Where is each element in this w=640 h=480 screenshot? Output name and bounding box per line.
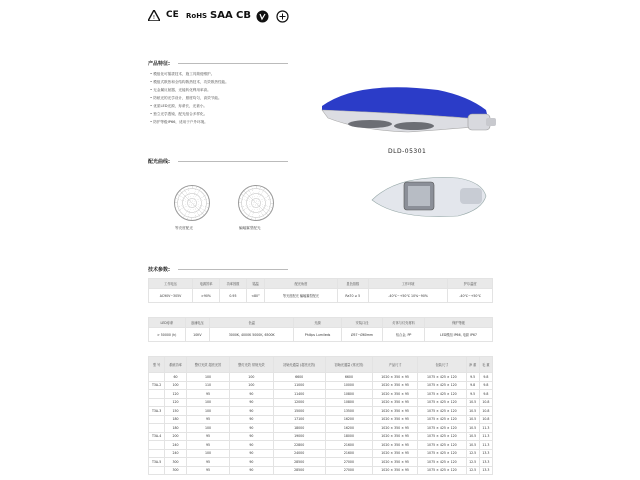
table-cell: 100 [186, 373, 229, 382]
table-cell: 13.3 [479, 458, 492, 467]
table-cell: 24000 [273, 449, 325, 458]
table-cell: Ra70 ≥ 5 [337, 289, 368, 303]
spec-table-2 [148, 317, 493, 342]
table-cell: 90 [230, 432, 273, 441]
table-cell: T3A-4 [149, 432, 165, 441]
table-cell: 95 [186, 432, 229, 441]
table-cell: 1075 × 425 × 120 [418, 415, 466, 424]
table-cell: 90 [230, 449, 273, 458]
table-cell: 1020 × 350 × 95 [373, 449, 418, 458]
features-divider [178, 63, 288, 64]
table-cell: 90 [230, 390, 273, 399]
table-cell: 12000 [273, 398, 325, 407]
table-cell: 90 [230, 466, 273, 475]
table-cell: 10.5 [466, 432, 479, 441]
product-model: DLD-05301 [388, 148, 427, 155]
col-header: 显色指数 [337, 279, 368, 289]
table-cell: 10.8 [479, 415, 492, 424]
table-cell: 13.3 [479, 449, 492, 458]
table-cell: 1075 × 425 × 120 [418, 373, 466, 382]
table-cell: 0.95 [220, 289, 247, 303]
table-cell: 120 [165, 390, 187, 399]
col-header: 保护等级 [424, 318, 492, 328]
table-row [149, 441, 493, 450]
table-cell: AC90V~305V [149, 289, 193, 303]
features-title: 产品特征: [148, 61, 170, 67]
table-cell: -40℃~+50℃ [448, 289, 493, 303]
table-cell: -40℃~+50℃ 10%~90% [368, 289, 448, 303]
col-header: 护尔温度 [448, 279, 493, 289]
table-cell: 16200 [325, 415, 372, 424]
table-cell: 95 [186, 441, 229, 450]
table-cell: 240 [165, 441, 187, 450]
street-lamp-side-image [318, 84, 498, 150]
table-cell: 240 [165, 449, 187, 458]
col-header: 净 重 [466, 357, 479, 373]
table-cell: 21600 [325, 449, 372, 458]
table-cell: 120 [165, 398, 187, 407]
col-header: 铭温 [246, 279, 264, 289]
curve-divider [178, 161, 288, 162]
feature-item: • 独立光学透镜，配光组合多样化。 [150, 112, 208, 116]
table-cell: 90 [230, 415, 273, 424]
spec-table-2-header [149, 318, 493, 328]
table-row [149, 432, 493, 441]
table-cell: 3000K, 4000K 5000K, 6500K [210, 328, 294, 342]
table-cell: 150 [165, 407, 187, 416]
table-cell [149, 415, 165, 424]
col-header: 产品尺寸 [373, 357, 418, 373]
table-cell: 95 [186, 415, 229, 424]
table-cell: 11.3 [479, 424, 492, 433]
spec-table-3-body [149, 373, 493, 475]
table-cell: 10800 [325, 398, 372, 407]
table-cell: 13.3 [479, 466, 492, 475]
table-cell [149, 466, 165, 475]
table-cell: 10.5 [466, 441, 479, 450]
table-cell [149, 441, 165, 450]
table-cell: 1020 × 350 × 95 [373, 381, 418, 390]
table-cell: 6600 [273, 373, 325, 382]
ce-mark: CE [166, 10, 179, 20]
table-cell: 13500 [325, 407, 372, 416]
curve-title: 配光曲线: [148, 159, 170, 165]
table-cell: > 50000 (h) [149, 328, 186, 342]
col-header: 安装口径 [341, 318, 382, 328]
table-cell: 10800 [325, 390, 372, 399]
table-cell: 100 [230, 381, 273, 390]
col-header: 工作环境 [368, 279, 448, 289]
table-row [149, 458, 493, 467]
table-row [149, 407, 493, 416]
table-cell [149, 424, 165, 433]
table-row [149, 381, 493, 390]
table-cell: 1020 × 350 × 95 [373, 441, 418, 450]
col-header: 毛 重 [479, 357, 492, 373]
table-cell: 21600 [325, 441, 372, 450]
table-cell: 1020 × 350 × 95 [373, 390, 418, 399]
table-cell: 100 [186, 398, 229, 407]
spec-table-1 [148, 278, 493, 303]
table-row [149, 373, 493, 382]
table-cell: 95 [186, 466, 229, 475]
table-cell: 1075 × 425 × 120 [418, 390, 466, 399]
table-cell: 11000 [273, 381, 325, 390]
col-header: 初始光通量 (超亮光效) [273, 357, 325, 373]
table-cell: 22800 [273, 441, 325, 450]
polar-chart-batwing [238, 185, 274, 221]
col-header: 整灯光效 超亮光效 [186, 357, 229, 373]
table-cell: 60 [165, 373, 187, 382]
table-cell: 90 [230, 458, 273, 467]
table-cell: 6600 [325, 373, 372, 382]
table-cell: 180 [165, 415, 187, 424]
table-cell: 1075 × 425 × 120 [418, 466, 466, 475]
table-cell: <80° [246, 289, 264, 303]
table-cell: 90 [230, 407, 273, 416]
spec-table-1-header [149, 279, 493, 289]
table-row [149, 289, 493, 303]
table-row [149, 390, 493, 399]
table-cell: 9.8 [479, 390, 492, 399]
table-cell: 100 [186, 424, 229, 433]
table-cell: 1020 × 350 × 95 [373, 458, 418, 467]
spec-table-3 [148, 356, 493, 475]
col-header: 功率因数 [220, 279, 247, 289]
table-cell: LED模组 IP66, 电源 IP67 [424, 328, 492, 342]
col-header: 整灯光效 常规光效 [230, 357, 273, 373]
table-cell: 180 [165, 424, 187, 433]
table-cell: 27000 [325, 458, 372, 467]
triangle-cert-icon [148, 10, 160, 22]
polar-caption-uniform: 等壳度配光 [175, 226, 193, 230]
table-cell: 27000 [325, 466, 372, 475]
table-cell: 1075 × 425 × 120 [418, 398, 466, 407]
polar-chart-uniform [174, 185, 210, 221]
street-lamp-bottom-image [368, 172, 488, 226]
table-cell: 90 [230, 398, 273, 407]
table-cell: 100 [230, 373, 273, 382]
table-cell: 10KV [185, 328, 210, 342]
polar-caption-batwing: 蝙蝠翼型配光 [239, 226, 261, 230]
etl-cert-icon [276, 10, 289, 22]
table-cell: 95 [186, 390, 229, 399]
col-header: 工作电压 [149, 279, 193, 289]
rohs-mark: RoHS [186, 12, 208, 20]
table-cell: 28500 [273, 466, 325, 475]
table-cell: 1075 × 425 × 120 [418, 407, 466, 416]
table-row [149, 466, 493, 475]
table-cell: 9.8 [466, 381, 479, 390]
table-cell: 12.5 [466, 466, 479, 475]
table-cell: T3A-2 [149, 381, 165, 390]
table-cell: 15000 [273, 407, 325, 416]
tech-divider [178, 269, 288, 270]
table-cell: 等光度配光 蝙蝠翼型配光 [265, 289, 338, 303]
col-header: LED寿命 [149, 318, 186, 328]
table-cell: 10.8 [479, 407, 492, 416]
table-row [149, 424, 493, 433]
col-header: 包装尺寸 [418, 357, 466, 373]
table-cell: 1020 × 350 × 95 [373, 373, 418, 382]
table-cell: 11.3 [479, 432, 492, 441]
table-cell: 1075 × 425 × 120 [418, 441, 466, 450]
feature-item: • 防眩光的光学设计，照度均匀，高效节能。 [150, 96, 222, 100]
table-cell: 9.5 [466, 390, 479, 399]
table-row [149, 449, 493, 458]
table-cell: 110 [186, 381, 229, 390]
col-header: 电源效率 [193, 279, 220, 289]
table-cell: 12.5 [466, 449, 479, 458]
table-cell: 10.5 [466, 415, 479, 424]
spec-table-3-header [149, 357, 493, 373]
table-cell: 300 [165, 466, 187, 475]
table-cell [149, 449, 165, 458]
table-cell: 90 [230, 424, 273, 433]
table-cell: 10.5 [466, 398, 479, 407]
tech-title: 技术参数: [148, 267, 170, 273]
feature-item: • 优质LED光源，寿命长，光衰小。 [150, 104, 208, 108]
table-cell: T3A-3 [149, 407, 165, 416]
svg-text:!: ! [153, 15, 155, 21]
feature-item: • 无金属反射器，光能转化利用率高。 [150, 88, 211, 92]
table-cell: 1020 × 350 × 95 [373, 407, 418, 416]
col-header: 光源 [294, 318, 342, 328]
table-row [149, 328, 493, 342]
col-header: 浪涌电压 [185, 318, 210, 328]
table-cell: 10.8 [479, 398, 492, 407]
table-cell: T3A-5 [149, 458, 165, 467]
table-cell [149, 373, 165, 382]
table-cell: 12.5 [466, 458, 479, 467]
table-cell: 18000 [325, 432, 372, 441]
table-cell: 11.3 [479, 441, 492, 450]
table-cell: 1075 × 425 × 120 [418, 458, 466, 467]
table-cell: 1075 × 425 × 120 [418, 449, 466, 458]
col-header: 灯体与灯壳材料 [383, 318, 425, 328]
table-cell: 9.8 [479, 373, 492, 382]
table-cell: 9.5 [466, 373, 479, 382]
table-cell: 10.5 [466, 407, 479, 416]
col-header: 配光角度 [265, 279, 338, 289]
col-header: 系统功率 [165, 357, 187, 373]
table-row [149, 398, 493, 407]
table-cell: 1020 × 350 × 95 [373, 424, 418, 433]
table-cell: Philips Lumileds [294, 328, 342, 342]
table-cell: 1020 × 350 × 95 [373, 415, 418, 424]
table-cell: 100 [186, 407, 229, 416]
col-header: 初始光通量 (常光效) [325, 357, 372, 373]
table-cell: 90 [230, 441, 273, 450]
table-cell: 1020 × 350 × 95 [373, 398, 418, 407]
table-cell: 100 [186, 449, 229, 458]
table-cell: >90% [193, 289, 220, 303]
table-cell: 100 [165, 381, 187, 390]
table-cell: 1075 × 425 × 120 [418, 381, 466, 390]
feature-item: • 模组式散热和全结构散热技术，功效散热性能。 [150, 80, 229, 84]
table-cell: 11400 [273, 390, 325, 399]
table-cell: 200 [165, 432, 187, 441]
table-cell: 9.8 [479, 381, 492, 390]
table-row [149, 415, 493, 424]
table-cell: 19000 [273, 432, 325, 441]
col-header: 型 号 [149, 357, 165, 373]
table-cell: 17100 [273, 415, 325, 424]
table-cell: 10000 [325, 381, 372, 390]
table-cell: 16200 [325, 424, 372, 433]
cb-mark: CB [236, 10, 251, 21]
circle-cert-icon [256, 10, 269, 22]
table-cell: 铝合金, PP [383, 328, 425, 342]
table-cell: 28500 [273, 458, 325, 467]
table-cell: 1020 × 350 × 95 [373, 466, 418, 475]
table-cell: Ø57~Ø60mm [341, 328, 382, 342]
saa-mark: SAA [210, 10, 233, 21]
table-cell [149, 390, 165, 399]
table-cell: 95 [186, 458, 229, 467]
table-cell: 1020 × 350 × 95 [373, 432, 418, 441]
table-cell: 18000 [273, 424, 325, 433]
feature-item: • 模组化可插拔技术，施工具简便维护。 [150, 72, 215, 76]
table-cell [149, 398, 165, 407]
col-header: 色温 [210, 318, 294, 328]
table-cell: 1075 × 425 × 120 [418, 424, 466, 433]
table-cell: 300 [165, 458, 187, 467]
feature-item: • 防护等级IP66，适用于户外环境。 [150, 120, 208, 124]
table-cell: 1075 × 425 × 120 [418, 432, 466, 441]
table-cell: 10.5 [466, 424, 479, 433]
